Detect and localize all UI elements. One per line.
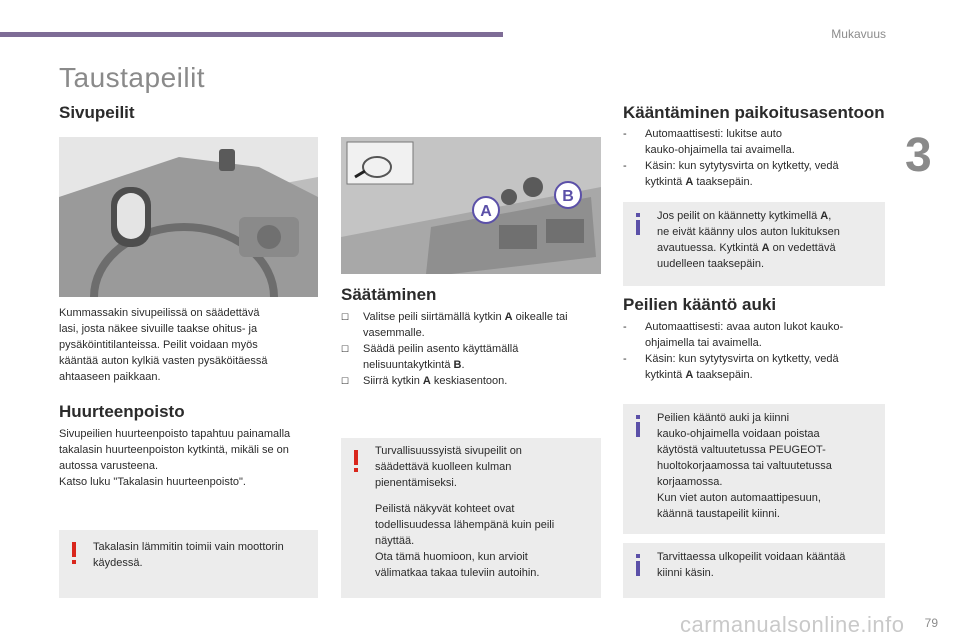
sivupeilit-body: Kummassakin sivupeilissä on säädettävä lasi, josta näkee sivuille taakse ohitus- ja pysäköintitilanteissa. Peilit voidaan myös kääntää auton kylkiä vasten pysäköitäessä ahtaaseen paikkaan. <box>59 307 268 383</box>
label-b: B <box>562 188 574 205</box>
heading-kaanto-auki: Peilien kääntö auki <box>623 295 777 314</box>
warning-box-lammitin: Takalasin lämmitin toimii vain moottorin käydessä. <box>59 530 318 598</box>
heading-huurteenpoisto: Huurteenpoisto <box>59 402 185 421</box>
saataminen-steps <box>341 309 603 389</box>
kaantaminen-list <box>623 126 885 190</box>
section-name: Mukavuus <box>831 27 886 41</box>
info-box-kaukoohjain: Peilien kääntö auki ja kiinni kauko-ohjaimella voidaan poistaa käytöstä valtuutetussa PEUGEOT- huoltokorjaamossa tai valtuutetussa korjaamossa. Kun viet auton automaattipesuun, käännä taustapeilit kiinni. <box>623 404 885 534</box>
info-icon <box>635 554 641 576</box>
watermark: carmanualsonline.info <box>680 612 905 637</box>
heading-saataminen: Säätäminen <box>341 285 437 304</box>
info-icon <box>635 415 641 437</box>
huurteenpoisto-body: Sivupeilien huurteenpoisto tapahtuu painamalla takalasin huurteenpoiston kytkintä, mikäli se on autossa varusteena. Katso luku "Takalasin huurteenpoisto". <box>59 428 291 488</box>
kaanto-auki-list <box>623 319 885 383</box>
info-box-kasin: Tarvittaessa ulkopeilit voidaan kääntää kiinni käsin. <box>623 543 885 598</box>
list-item: ☐ Säädä peilin asento käyttämällä nelisuuntakytkintä B. <box>341 343 519 371</box>
list-item: - Automaattisesti: lukitse auto kauko-ohjaimella tai avaimella. <box>623 128 795 156</box>
heading-sivupeilit: Sivupeilit <box>59 103 135 122</box>
label-a: A <box>480 203 492 220</box>
page-number: 79 <box>924 616 938 630</box>
header-accent-bar <box>0 32 503 37</box>
list-item: ☐ Valitse peili siirtämällä kytkin A oikealle tai vasemmalle. <box>341 311 568 339</box>
exclamation-icon <box>353 450 359 472</box>
page-title: Taustapeilit <box>59 62 206 93</box>
list-item: - Automaattisesti: avaa auton lukot kauko- ohjaimella tai avaimella. <box>623 321 844 349</box>
list-item: ☐ Siirrä kytkin A keskiasentoon. <box>341 375 508 387</box>
chapter-number: 3 <box>905 129 932 182</box>
mirror-photo <box>59 137 318 297</box>
exclamation-icon <box>71 542 77 564</box>
info-box-kytkin: Jos peilit on käännetty kytkimellä A, ne eivät käänny ulos auton lukituksen avautuessa. Kytkintä A on vedettävä uudelleen taaksepäin. <box>623 202 885 286</box>
warning-box-turvallisuus: Turvallisuussyistä sivupeilit on säädettävä kuolleen kulman pienentämiseksi. Peilistä näkyvät kohteet ovat todellisuudessa lähempänä kuin peili näyttää. Ota tämä huomioon, kun arvioit välimatkaa takaa tuleviin autoihin. <box>341 438 601 598</box>
list-item: - Käsin: kun sytytysvirta on kytketty, vedä kytkintä A taaksepäin. <box>623 353 839 381</box>
list-item: - Käsin: kun sytytysvirta on kytketty, vedä kytkintä A taaksepäin. <box>623 160 839 188</box>
info-icon <box>635 213 641 235</box>
switch-photo <box>341 137 601 274</box>
heading-kaantaminen: Kääntäminen paikoitusasentoon <box>623 103 885 122</box>
